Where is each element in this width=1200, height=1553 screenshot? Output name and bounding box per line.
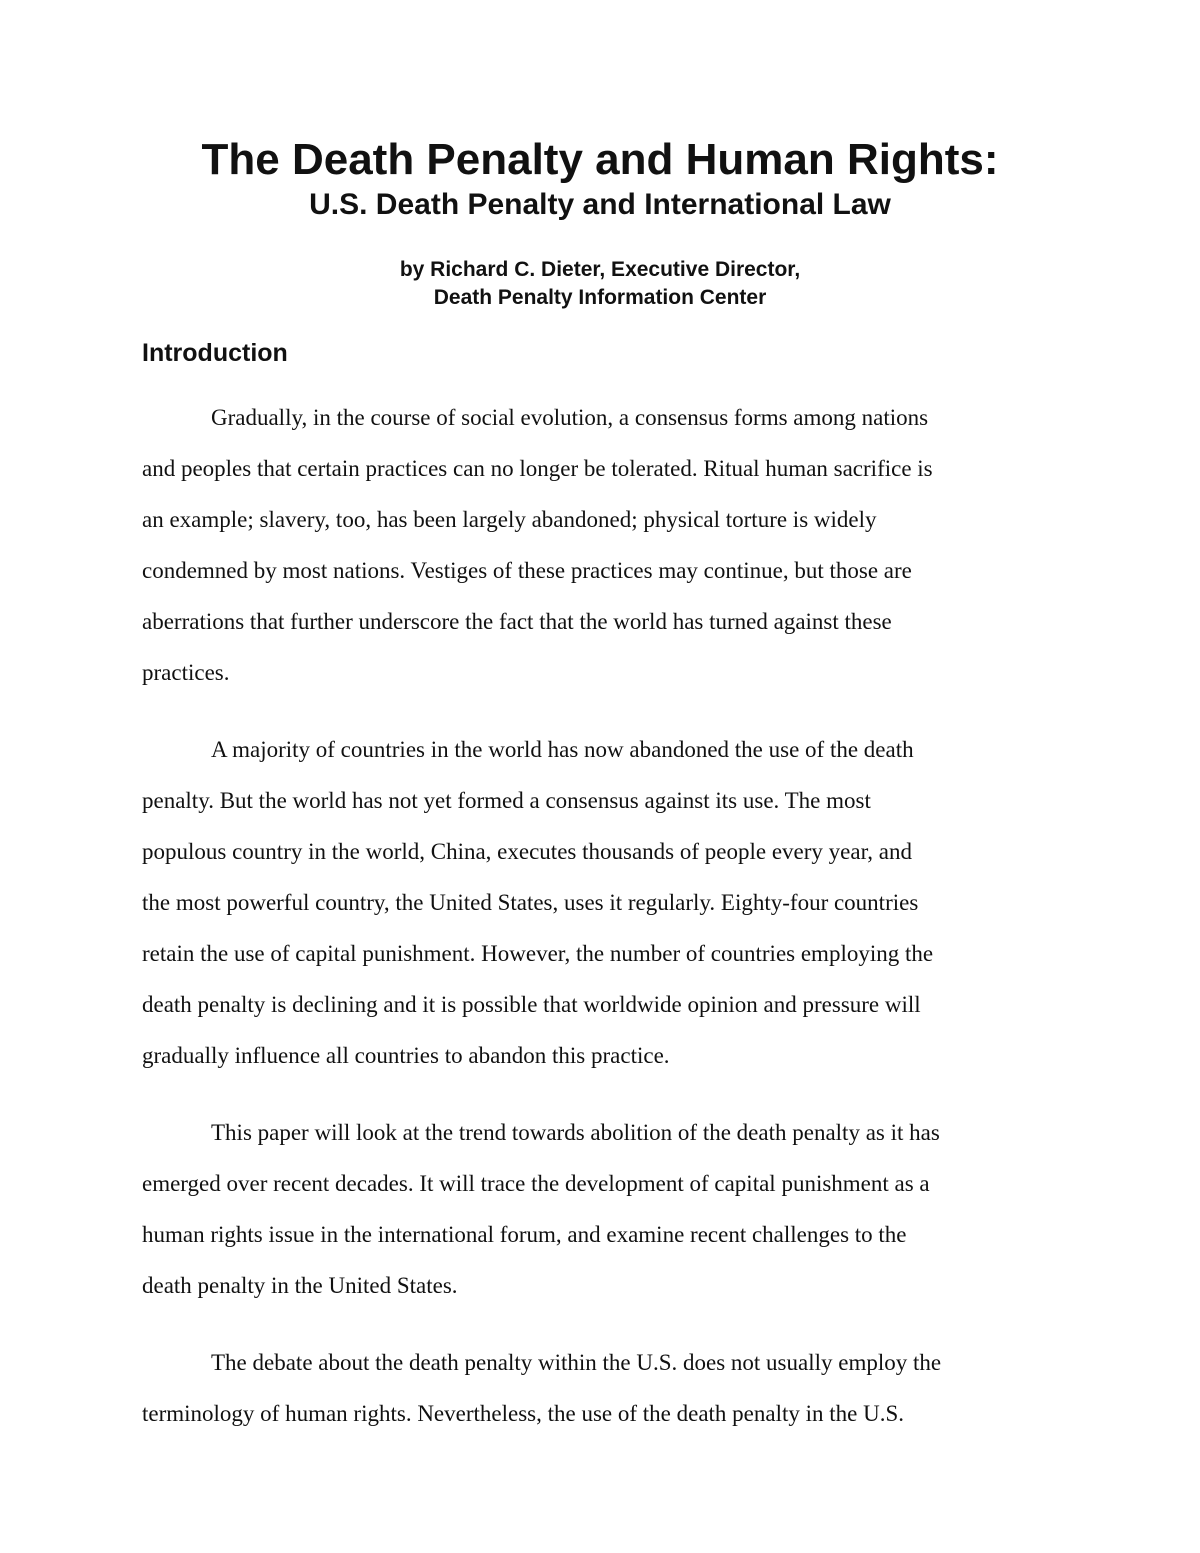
paragraph xyxy=(142,392,1062,698)
section-heading: Introduction xyxy=(142,339,288,367)
text-line: condemned by most nations. Vestiges of these practices may continue, but those are xyxy=(142,558,912,583)
text-line: practices. xyxy=(142,660,230,685)
text-line: This paper will look at the trend towards abolition of the death penalty as it has xyxy=(211,1120,940,1145)
text-line: the most powerful country, the United States, uses it regularly. Eighty-four countries xyxy=(142,890,919,915)
byline-author: by Richard C. Dieter, Executive Director, xyxy=(399,258,801,281)
text-line: human rights issue in the international forum, and examine recent challenges to the xyxy=(142,1222,907,1247)
byline xyxy=(0,256,1200,312)
paragraph xyxy=(142,724,1062,1081)
text-line: The debate about the death penalty within the U.S. does not usually employ the xyxy=(211,1350,942,1375)
text-line: and peoples that certain practices can no longer be tolerated. Ritual human sacrifice is xyxy=(142,456,933,481)
text-line: retain the use of capital punishment. However, the number of countries employing the xyxy=(142,941,934,966)
text-line: death penalty is declining and it is possible that worldwide opinion and pressure will xyxy=(142,992,921,1017)
text-line: gradually influence all countries to abandon this practice. xyxy=(142,1043,670,1068)
paragraph xyxy=(142,1337,1062,1439)
text-line: populous country in the world, China, executes thousands of people every year, and xyxy=(142,839,913,864)
text-line: aberrations that further underscore the fact that the world has turned against these xyxy=(142,609,892,634)
document-title: The Death Penalty and Human Rights: xyxy=(201,135,999,184)
text-line: death penalty in the United States. xyxy=(142,1273,458,1298)
text-line: terminology of human rights. Nevertheless, the use of the death penalty in the U.S. xyxy=(142,1401,905,1426)
body-text xyxy=(142,392,1062,1465)
text-line: penalty. But the world has not yet formed a consensus against its use. The most xyxy=(142,788,871,813)
byline-organization: Death Penalty Information Center xyxy=(433,286,767,309)
text-line: an example; slavery, too, has been largely abandoned; physical torture is widely xyxy=(142,507,877,532)
paragraph xyxy=(142,1107,1062,1311)
text-line: emerged over recent decades. It will trace the development of capital punishment as a xyxy=(142,1171,930,1196)
document-subtitle: U.S. Death Penalty and International Law xyxy=(309,188,891,221)
text-line: A majority of countries in the world has now abandoned the use of the death xyxy=(211,737,914,762)
text-line: Gradually, in the course of social evolution, a consensus forms among nations xyxy=(211,405,929,430)
